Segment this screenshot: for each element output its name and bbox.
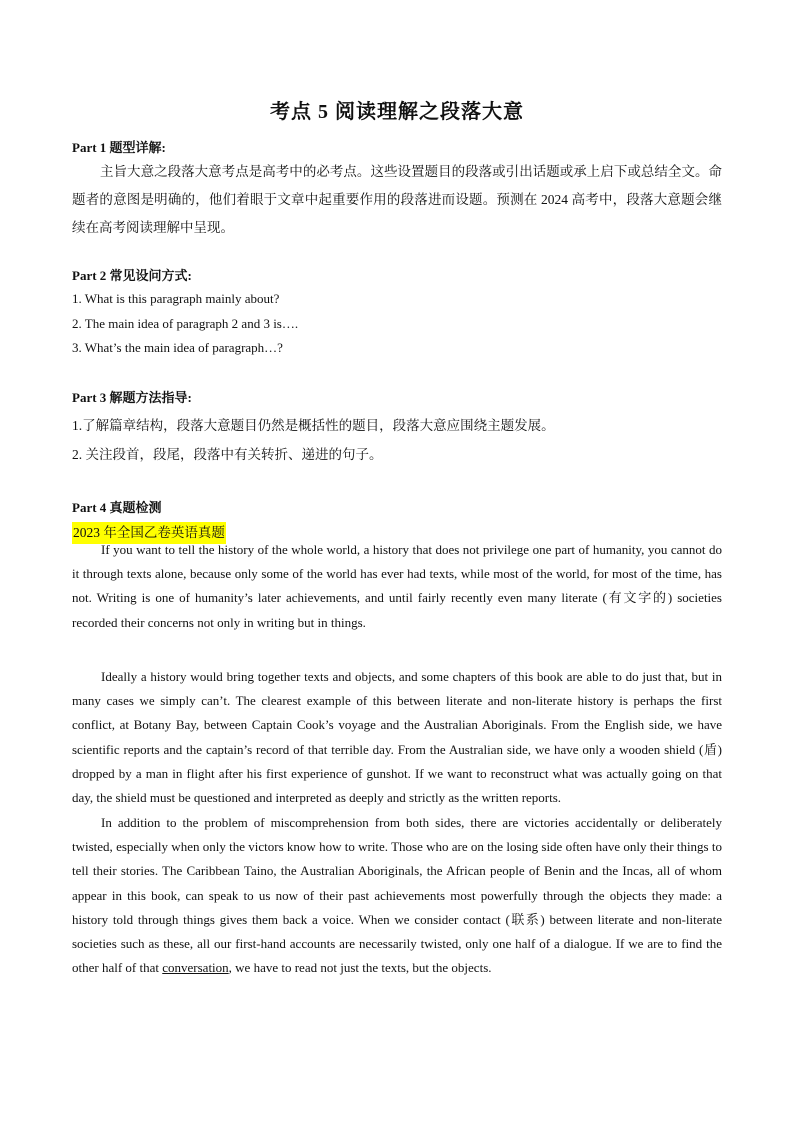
method-item: 2. 关注段首，段尾，段落中有关转折、递进的句子。 (72, 447, 383, 462)
question-form-item: 1. What is this paragraph mainly about? (72, 291, 280, 306)
part1-text: 主旨大意之段落大意考点是高考中的必考点。这些设置题目的段落或引出话题或承上启下或总结全文。命题者的意图是明确的，他们着眼于文章中起重要作用的段落进而设题。预测在 2024 高考中，段落大意题会继续在高考阅读理解中呈现。 (72, 164, 722, 235)
underlined-word: conversation (162, 960, 229, 976)
method-item: 1.了解篇章结构，段落大意题目仍然是概括性的题目，段落大意应围绕主题发展。 (72, 418, 555, 433)
part4-heading: Part 4 真题检测 (72, 500, 162, 515)
passage-paragraph-3 (72, 811, 722, 980)
page-title: 考点 5 阅读理解之段落大意 (270, 101, 524, 123)
part1-heading: Part 1 题型详解: (72, 140, 166, 155)
paragraph-3-text: In addition to the problem of miscomprehension from both sides, there are victories accidentally or deliberately twisted, especially when only the victors know how to write. Those who are on the losing side often have only their things to tell their stories. The Caribbean Taino, the Australian Aboriginals, the African people of Benin and the Incas, all of whom appear in this book, can speak to us now of their past achievements most powerfully through the objects they made: a history told through things gives them back a voice. When we consider contact (联系) between literate and non-literate societies such as these, all our first-hand accounts are necessarily twisted, only one half of a dialogue. If we are to find the other half of that (72, 815, 722, 976)
source-highlight-tag: 2023 年全国乙卷英语真题 (72, 522, 226, 544)
part3-heading: Part 3 解题方法指导: (72, 390, 192, 405)
question-form-item: 3. What’s the main idea of paragraph…? (72, 340, 283, 355)
question-form-item: 2. The main idea of paragraph 2 and 3 is…. (72, 316, 299, 331)
passage-paragraph-2: Ideally a history would bring together texts and objects, and some chapters of this book are able to do just that, but in many cases we simply can’t. The clearest example of this between literate and non-literate history is perhaps the first conflict, at Botany Bay, between Captain Cook’s voyage and the Australian Aboriginals. From the English side, we have scientific reports and the captain’s record of that terrible day. From the Australian side, we have only a wooden shield (盾) dropped by a man in flight after his first experience of gunshot. If we want to reconstruct what was actually going on that day, the shield must be questioned and interpreted as deeply and strictly as the written reports. (72, 669, 722, 806)
paragraph-3-end: , we have to read not just the texts, but the objects. (228, 960, 492, 976)
passage-paragraph-1: If you want to tell the history of the whole world, a history that does not privilege one part of humanity, you cannot do it through texts alone, because only some of the world has ever had texts, while most of the world, for most of the time, has not. Writing is one of humanity’s later achievements, and until fairly recently even many literate (有文字的) societies recorded their concerns not only in writing but in things. (72, 542, 722, 630)
part2-heading: Part 2 常见设问方式: (72, 268, 192, 283)
